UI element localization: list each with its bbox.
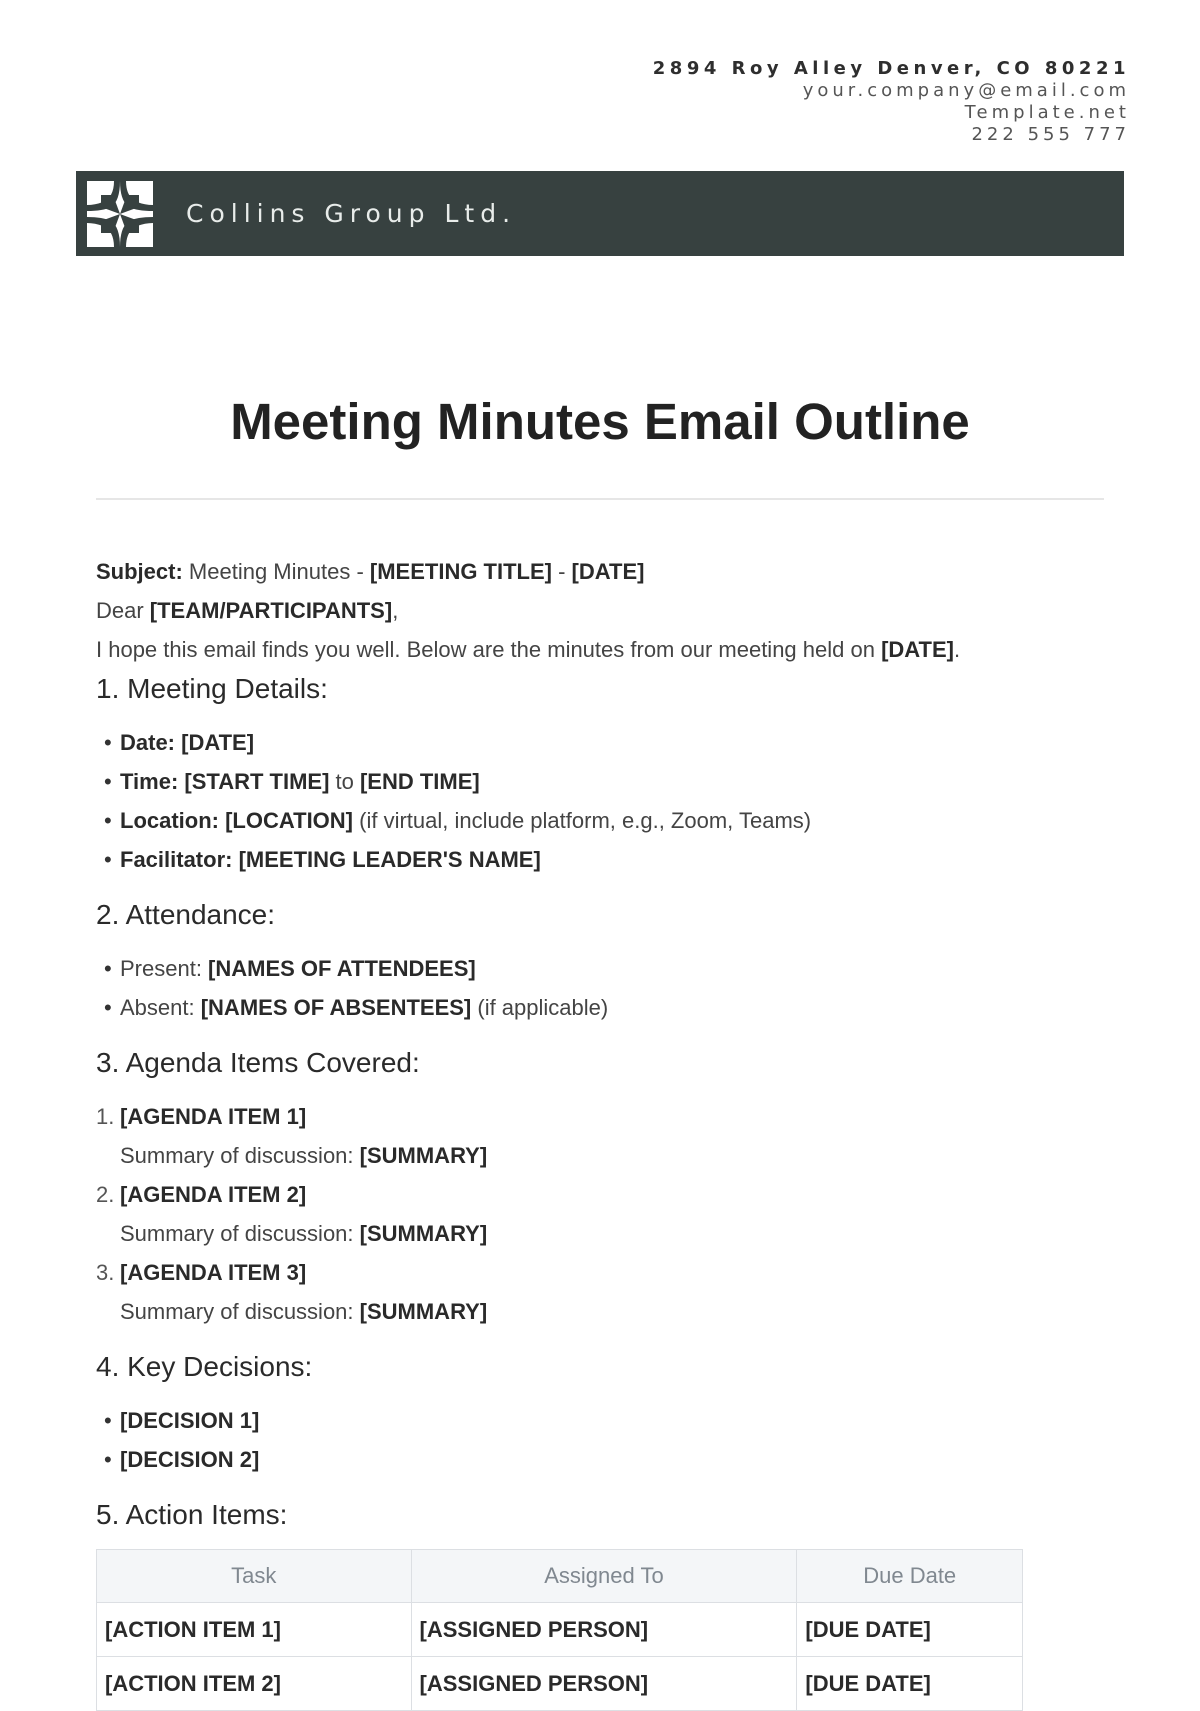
- agenda-summary: [96, 1136, 1106, 1175]
- company-address: 2894 Roy Alley Denver, CO 80221: [652, 58, 1130, 79]
- recipients-placeholder: [TEAM/PARTICIPANTS]: [149, 598, 393, 623]
- summary-label: Summary of discussion:: [120, 1299, 360, 1324]
- facilitator-placeholder: [MEETING LEADER'S NAME]: [238, 847, 541, 872]
- subject-date-placeholder: [DATE]: [571, 559, 645, 584]
- table-row: [97, 1657, 1023, 1711]
- summary-placeholder: [SUMMARY]: [359, 1299, 488, 1324]
- present-placeholder: [NAMES OF ATTENDEES]: [208, 956, 476, 981]
- decision-placeholder: [DECISION 2]: [120, 1447, 260, 1472]
- company-banner: [76, 171, 1124, 256]
- section-heading-agenda: 3. Agenda Items Covered:: [96, 1047, 420, 1078]
- assignee-cell: [ASSIGNED PERSON]: [411, 1603, 797, 1657]
- absent-placeholder: [NAMES OF ABSENTEES]: [200, 995, 472, 1020]
- due-date-cell: [DUE DATE]: [797, 1603, 1023, 1657]
- list-item: [96, 762, 1106, 801]
- task-cell: [ACTION ITEM 1]: [97, 1603, 412, 1657]
- page-title: Meeting Minutes Email Outline: [230, 393, 970, 450]
- meeting-title-placeholder: [MEETING TITLE]: [369, 559, 552, 584]
- meeting-details-list: [96, 723, 1106, 879]
- subject-label: Subject:: [96, 559, 183, 584]
- section-heading-details: 1. Meeting Details:: [96, 673, 328, 704]
- end-time-placeholder: [END TIME]: [359, 769, 480, 794]
- section-heading-decisions: 4. Key Decisions:: [96, 1351, 313, 1382]
- contact-block: [653, 58, 1130, 146]
- list-item: [96, 840, 1106, 879]
- location-note: (if virtual, include platform, e.g., Zoom, Teams): [353, 808, 812, 833]
- salutation-line: [96, 591, 1106, 630]
- intro-paragraph: [96, 630, 1106, 669]
- list-item: [96, 988, 1106, 1027]
- company-logo-icon: [87, 181, 153, 247]
- table-header-row: [97, 1550, 1023, 1603]
- intro-text: I hope this email finds you well. Below are the minutes from our meeting held on: [96, 637, 882, 662]
- list-item: [96, 1253, 1106, 1292]
- salutation-comma: ,: [392, 598, 399, 623]
- location-placeholder: [LOCATION]: [225, 808, 354, 833]
- time-label: Time:: [120, 769, 185, 794]
- table-row: [97, 1603, 1023, 1657]
- agenda-item-title: [AGENDA ITEM 3]: [120, 1260, 307, 1285]
- agenda-list: [96, 1097, 1106, 1331]
- intro-date-placeholder: [DATE]: [881, 637, 954, 662]
- intro-period: .: [954, 637, 961, 662]
- section-heading-actions: 5. Action Items:: [96, 1499, 288, 1530]
- list-item: [96, 1175, 1106, 1214]
- email-body: [96, 552, 1106, 1711]
- title-divider: [96, 498, 1104, 500]
- list-item: [96, 1401, 1106, 1440]
- assignee-cell: [ASSIGNED PERSON]: [411, 1657, 797, 1711]
- list-item: [96, 723, 1106, 762]
- summary-placeholder: [SUMMARY]: [359, 1143, 488, 1168]
- agenda-item-title: [AGENDA ITEM 1]: [120, 1104, 307, 1129]
- agenda-summary: [96, 1292, 1106, 1331]
- item-number: 3.: [96, 1260, 115, 1285]
- list-item: [96, 1440, 1106, 1479]
- date-placeholder: [DATE]: [181, 730, 255, 755]
- location-label: Location:: [120, 808, 226, 833]
- time-separator: to: [329, 769, 360, 794]
- summary-label: Summary of discussion:: [120, 1143, 360, 1168]
- subject-dash: -: [551, 559, 572, 584]
- decision-placeholder: [DECISION 1]: [120, 1408, 260, 1433]
- item-number: 1.: [96, 1104, 115, 1129]
- list-item: [96, 949, 1106, 988]
- company-website: Template.net: [964, 102, 1130, 123]
- summary-label: Summary of discussion:: [120, 1221, 360, 1246]
- company-email: your.company@email.com: [802, 80, 1130, 101]
- item-number: 2.: [96, 1182, 115, 1207]
- absent-label: Absent:: [120, 995, 201, 1020]
- task-cell: [ACTION ITEM 2]: [97, 1657, 412, 1711]
- start-time-placeholder: [START TIME]: [184, 769, 330, 794]
- company-name: Collins Group Ltd.: [186, 199, 517, 228]
- salutation-text: Dear: [96, 598, 150, 623]
- column-header-assigned: Assigned To: [411, 1550, 797, 1603]
- present-label: Present:: [120, 956, 209, 981]
- decisions-list: [96, 1401, 1106, 1479]
- absent-note: (if applicable): [471, 995, 609, 1020]
- subject-text: Meeting Minutes -: [188, 559, 370, 584]
- agenda-summary: [96, 1214, 1106, 1253]
- column-header-task: Task: [97, 1550, 412, 1603]
- section-heading-attendance: 2. Attendance:: [96, 899, 276, 930]
- subject-line: [96, 552, 1106, 591]
- facilitator-label: Facilitator:: [120, 847, 239, 872]
- due-date-cell: [DUE DATE]: [797, 1657, 1023, 1711]
- summary-placeholder: [SUMMARY]: [359, 1221, 488, 1246]
- column-header-due: Due Date: [797, 1550, 1023, 1603]
- date-label: Date:: [120, 730, 182, 755]
- agenda-item-title: [AGENDA ITEM 2]: [120, 1182, 307, 1207]
- list-item: [96, 801, 1106, 840]
- list-item: [96, 1097, 1106, 1136]
- action-items-table: [96, 1549, 1023, 1711]
- company-phone: 222 555 777: [971, 124, 1130, 145]
- attendance-list: [96, 949, 1106, 1027]
